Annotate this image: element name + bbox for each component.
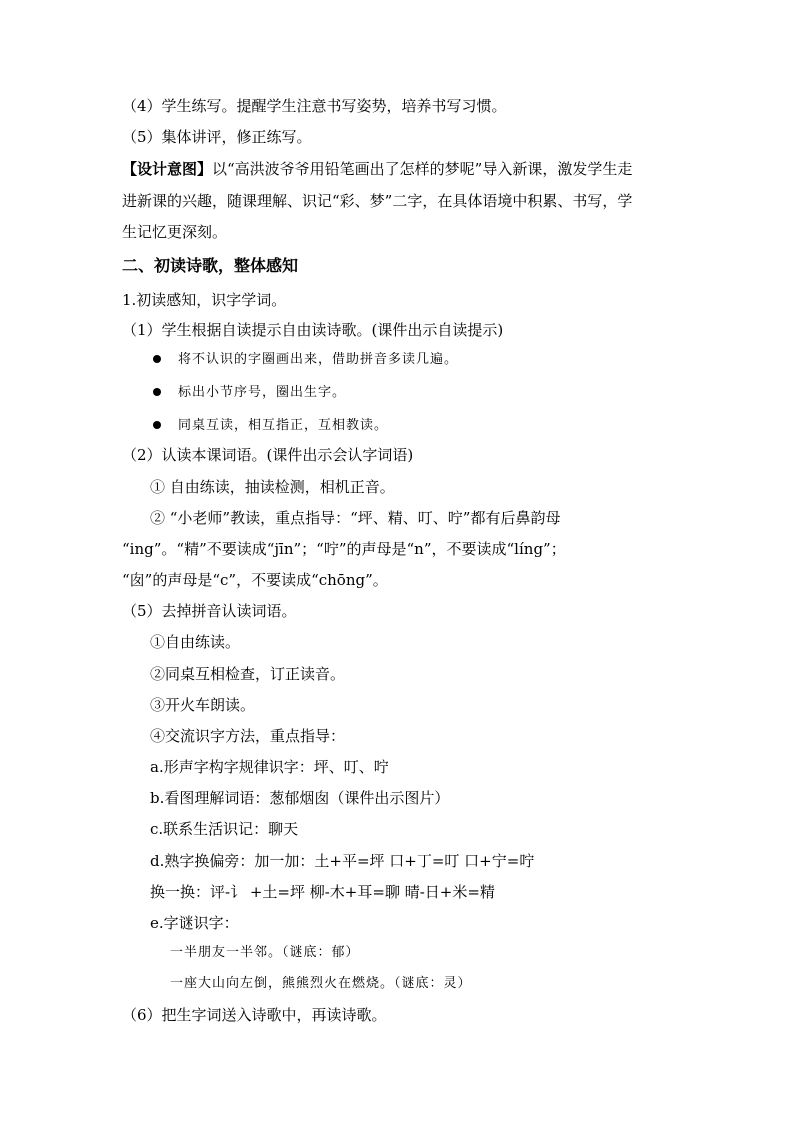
text-line: ①自由练读。 [150,633,241,651]
bullet-item: 标出小节序号，圈出生字。 [178,385,347,400]
text-line: ③开火车朗读。 [150,696,256,714]
text-line: ② “小老师”教读，重点指导：“坪、精、叮、咛”都有后鼻韵母 [150,509,561,527]
bullet-icon [153,355,161,363]
text-line: a.形声字构字规律识字：坪、叮、咛 [150,758,389,776]
text-line: “囱”的声母是“c”，不要读成“chōng”。 [122,571,388,589]
bullet-item: 将不认识的字圈画出来，借助拼音多读几遍。 [178,352,459,367]
bullet-icon [153,421,161,429]
bullet-icon [153,388,161,396]
text-line: （1）学生根据自读提示自由读诗歌。(课件出示自读提示) [122,321,504,339]
bullet-item: 同桌互读，相互指正，互相教读。 [178,418,389,433]
text-line: （6）把生字词送入诗歌中，再读诗歌。 [122,1006,387,1024]
riddle-item: 一半朋友一半邻。（谜底：郁） [170,945,360,960]
text-line: 1.初读感知，识字学词。 [122,291,287,309]
section-heading: 二、初读诗歌，整体感知 [122,256,299,275]
text-line: （2）认读本课词语。(课件出示会认字词语) [122,446,414,464]
text-line: ④交流识字方法，重点指导： [150,727,346,745]
riddle-item: 一座大山向左倒，熊熊烈火在燃烧。（谜底：灵） [170,976,472,991]
text-line: 生记忆更深刻。 [122,223,228,241]
text-line: “ing”。“精”不要读成“jīn”；“咛”的声母是“n”，不要读成“líng”； [122,540,566,558]
text-line: b.看图理解词语：葱郁烟囱（课件出示图片） [150,789,450,807]
design-intent-label: 【设计意图】 [122,160,213,178]
text-line: ②同桌互相检查，订正读音。 [150,665,346,683]
text-line: ① 自由练读，抽读检测，相机正音。 [150,478,395,496]
text-line: （4）学生练写。提醒学生注意书写姿势，培养书写习惯。 [122,97,507,115]
text-line: （5）去掉拼音认读词语。 [122,602,297,620]
text-line: c.联系生活识记：聊天 [150,820,299,838]
design-intent-text: 以“高洪波爷爷用铅笔画出了怎样的梦呢”导入新课，激发学生走 [212,160,633,178]
text-line: 进新课的兴趣，随课理解、识记“彩、梦”二字，在具体语境中积累、书写，学 [122,192,633,210]
text-line: d.熟字换偏旁：加一加：土+平=坪 口+丁=叮 口+宁=咛 [150,852,535,870]
text-line: （5）集体讲评，修正练写。 [122,128,312,146]
text-line: 换一换：评-讠 +土=坪 柳-木+耳=聊 晴-日+米=精 [150,883,495,901]
text-line: e.字谜识字： [150,914,239,932]
design-intent-line [122,159,632,179]
